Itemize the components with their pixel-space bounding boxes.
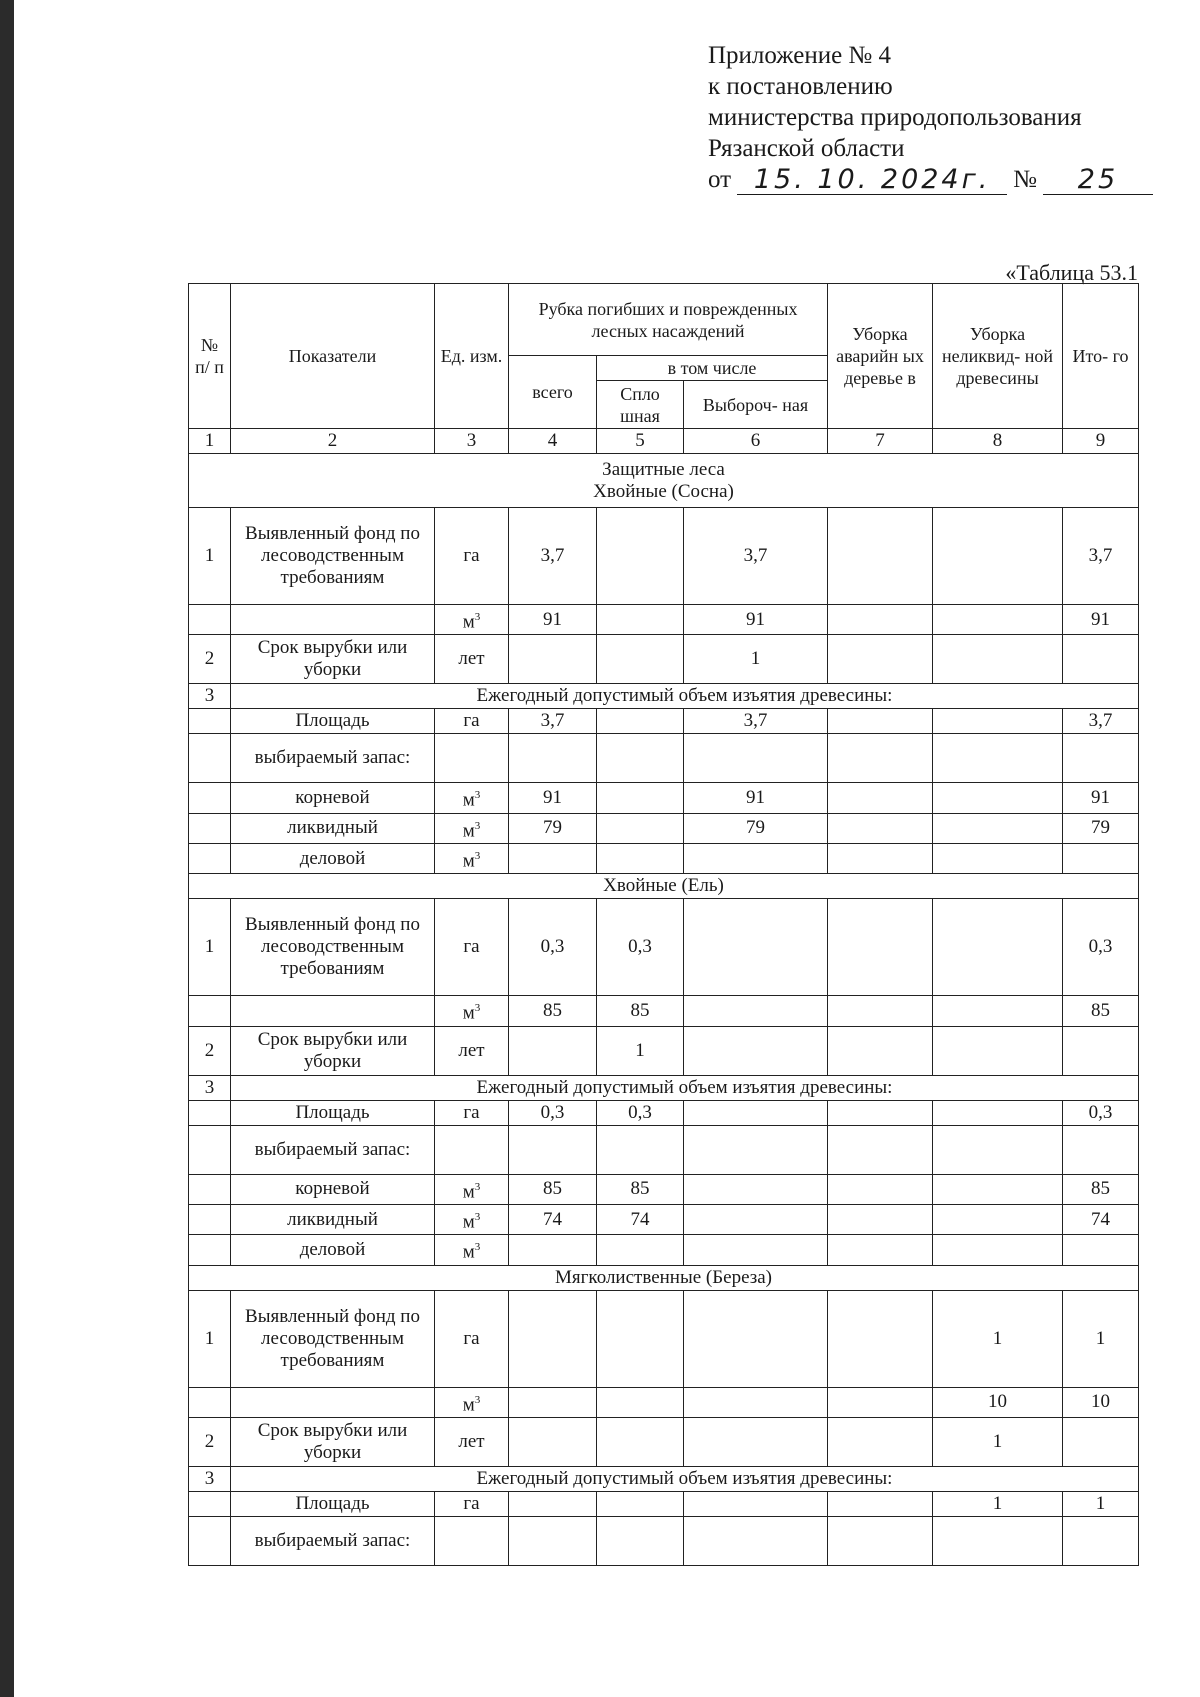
from-label: от <box>708 166 732 193</box>
cell-illiquid <box>933 813 1063 843</box>
col-unit-header: Ед. изм. <box>435 284 509 429</box>
table-row-stock <box>189 1125 1139 1174</box>
row-number: 1 <box>189 1290 231 1387</box>
table-row-area <box>189 1100 1139 1125</box>
cell-selective <box>684 1174 828 1204</box>
table-row-fund <box>189 899 1139 996</box>
table-row-fund-volume <box>189 605 1139 635</box>
column-index-row <box>189 429 1139 454</box>
cell-illiquid <box>933 709 1063 734</box>
cell-total: 3,7 <box>509 709 597 734</box>
row-number: 2 <box>189 635 231 684</box>
cell-emergency <box>828 1026 933 1075</box>
cell-sum: 0,3 <box>1063 1100 1139 1125</box>
cell-clear: 1 <box>597 1026 684 1075</box>
cell-total: 91 <box>509 605 597 635</box>
col-clear-header: Спло шная <box>597 381 684 429</box>
row-unit: $м^3$ <box>435 1204 509 1234</box>
row-unit: га <box>435 1491 509 1516</box>
cell-emergency <box>828 508 933 605</box>
table-row-business <box>189 1235 1139 1265</box>
cell-clear <box>597 605 684 635</box>
cell-emergency <box>828 899 933 996</box>
row-unit: $м^3$ <box>435 605 509 635</box>
forest-felling-table <box>188 283 1139 1566</box>
cell-total <box>509 1491 597 1516</box>
table-row-root <box>189 1174 1139 1204</box>
cell-selective: 91 <box>684 605 828 635</box>
cell-selective <box>684 1235 828 1265</box>
cell-illiquid <box>933 899 1063 996</box>
cell-illiquid: 1 <box>933 1417 1063 1466</box>
appendix-line-2: к постановлению <box>708 73 893 100</box>
col-sum-header: Ито- го <box>1063 284 1139 429</box>
row-label: выбираемый запас: <box>231 1516 435 1565</box>
col-including-header: в том числе <box>597 356 828 381</box>
column-index: 9 <box>1063 429 1139 454</box>
handwritten-date: 15. 10. 2024г. <box>737 165 1007 195</box>
section-heading-row <box>189 874 1139 899</box>
table-row-area <box>189 1491 1139 1516</box>
cell-illiquid <box>933 843 1063 873</box>
cell-illiquid <box>933 635 1063 684</box>
column-index: 1 <box>189 429 231 454</box>
row-unit: лет <box>435 635 509 684</box>
row-unit: га <box>435 1290 509 1387</box>
row-unit: $м^3$ <box>435 1174 509 1204</box>
row-label: Срок вырубки или уборки <box>231 1026 435 1075</box>
cell-emergency <box>828 843 933 873</box>
row-label: деловой <box>231 843 435 873</box>
row-unit: лет <box>435 1026 509 1075</box>
cell-selective <box>684 1290 828 1387</box>
cell-sum: 79 <box>1063 813 1139 843</box>
handwritten-number: 25 <box>1043 165 1153 195</box>
row-label: ликвидный <box>231 1204 435 1234</box>
row-label: Выявленный фонд по лесоводственным требованиям <box>231 508 435 605</box>
cell-illiquid <box>933 605 1063 635</box>
cell-emergency <box>828 635 933 684</box>
cell-sum: 3,7 <box>1063 508 1139 605</box>
cell-selective <box>684 1204 828 1234</box>
table-row-term <box>189 1417 1139 1466</box>
cell-total: 85 <box>509 1174 597 1204</box>
cell-illiquid: 1 <box>933 1290 1063 1387</box>
cell-illiquid <box>933 996 1063 1026</box>
cell-illiquid <box>933 1174 1063 1204</box>
cell-sum: 85 <box>1063 1174 1139 1204</box>
col-num-header: № п/ п <box>189 284 231 429</box>
col-total-header: всего <box>509 356 597 429</box>
cell-total <box>509 1026 597 1075</box>
cell-selective <box>684 1100 828 1125</box>
column-index: 2 <box>231 429 435 454</box>
annual-volume-heading: Ежегодный допустимый объем изъятия древесины: <box>231 684 1139 709</box>
cell-total: 3,7 <box>509 508 597 605</box>
table-row-annual-volume <box>189 1075 1139 1100</box>
row-label: корневой <box>231 783 435 813</box>
cell-total <box>509 1387 597 1417</box>
row-unit: га <box>435 508 509 605</box>
row-unit: $м^3$ <box>435 1387 509 1417</box>
table-row-term <box>189 635 1139 684</box>
cell-selective <box>684 1491 828 1516</box>
row-label: выбираемый запас: <box>231 734 435 783</box>
cell-selective: 3,7 <box>684 709 828 734</box>
cell-selective: 91 <box>684 783 828 813</box>
table-row-fund <box>189 1290 1139 1387</box>
cell-illiquid: 10 <box>933 1387 1063 1417</box>
row-unit: $м^3$ <box>435 843 509 873</box>
cell-clear <box>597 709 684 734</box>
row-unit: лет <box>435 1417 509 1466</box>
cell-sum <box>1063 635 1139 684</box>
cell-total <box>509 1417 597 1466</box>
cell-illiquid <box>933 508 1063 605</box>
section-subtitle: Хвойные (Ель) <box>189 874 1139 899</box>
col-selective-header: Выбороч- ная <box>684 381 828 429</box>
table-row-business <box>189 843 1139 873</box>
order-date-line <box>708 164 1153 195</box>
cell-clear: 74 <box>597 1204 684 1234</box>
cell-sum <box>1063 1235 1139 1265</box>
row-label: Площадь <box>231 709 435 734</box>
row-unit: га <box>435 709 509 734</box>
cell-sum: 1 <box>1063 1491 1139 1516</box>
cell-emergency <box>828 709 933 734</box>
cell-clear <box>597 813 684 843</box>
column-index: 8 <box>933 429 1063 454</box>
cell-illiquid <box>933 1204 1063 1234</box>
row-label: Площадь <box>231 1491 435 1516</box>
cell-total: 74 <box>509 1204 597 1234</box>
row-label: Выявленный фонд по лесоводственным требованиям <box>231 899 435 996</box>
column-index: 5 <box>597 429 684 454</box>
cell-total: 79 <box>509 813 597 843</box>
table-row-annual-volume <box>189 1466 1139 1491</box>
row-label: Площадь <box>231 1100 435 1125</box>
row-label: Выявленный фонд по лесоводственным требованиям <box>231 1290 435 1387</box>
cell-sum <box>1063 843 1139 873</box>
cell-total: 0,3 <box>509 899 597 996</box>
row-number: 3 <box>189 1075 231 1100</box>
cell-illiquid <box>933 783 1063 813</box>
cell-clear: 85 <box>597 996 684 1026</box>
cell-emergency <box>828 1204 933 1234</box>
cell-emergency <box>828 1387 933 1417</box>
cell-emergency <box>828 605 933 635</box>
cell-total: 0,3 <box>509 1100 597 1125</box>
col-indicators-header: Показатели <box>231 284 435 429</box>
table-row-stock <box>189 1516 1139 1565</box>
appendix-title: Приложение № 4 <box>708 42 892 69</box>
cell-emergency <box>828 1100 933 1125</box>
appendix-line-3: министерства природопользования <box>708 104 1082 131</box>
cell-sum <box>1063 1026 1139 1075</box>
cell-illiquid <box>933 1100 1063 1125</box>
column-index: 7 <box>828 429 933 454</box>
cell-clear: 0,3 <box>597 899 684 996</box>
row-unit: га <box>435 1100 509 1125</box>
cell-total <box>509 635 597 684</box>
cell-emergency <box>828 813 933 843</box>
col-emergency-header: Уборка аварийн ых деревье в <box>828 284 933 429</box>
cell-selective <box>684 899 828 996</box>
cell-total: 85 <box>509 996 597 1026</box>
cell-sum: 1 <box>1063 1290 1139 1387</box>
appendix-line-4: Рязанской области <box>708 135 905 162</box>
cell-sum: 85 <box>1063 996 1139 1026</box>
table-row-stock <box>189 734 1139 783</box>
cell-illiquid: 1 <box>933 1491 1063 1516</box>
cell-clear <box>597 1290 684 1387</box>
row-number: 2 <box>189 1026 231 1075</box>
cell-emergency <box>828 1417 933 1466</box>
cell-clear <box>597 1235 684 1265</box>
cell-clear <box>597 1417 684 1466</box>
section-subtitle: Хвойные (Сосна) <box>593 480 734 502</box>
table-row-fund <box>189 508 1139 605</box>
col-felling-group-header: Рубка погибших и поврежденных лесных насаждений <box>509 284 828 356</box>
annual-volume-heading: Ежегодный допустимый объем изъятия древесины: <box>231 1075 1139 1100</box>
section-heading-row <box>189 1265 1139 1290</box>
column-index: 3 <box>435 429 509 454</box>
cell-selective <box>684 1417 828 1466</box>
cell-selective <box>684 996 828 1026</box>
row-unit: га <box>435 899 509 996</box>
cell-clear <box>597 508 684 605</box>
cell-total <box>509 843 597 873</box>
table-caption: «Таблица 53.1 <box>1005 260 1138 285</box>
cell-sum: 91 <box>1063 605 1139 635</box>
section-subtitle: Мягколиственные (Береза) <box>189 1265 1139 1290</box>
header-row-1 <box>189 284 1139 356</box>
cell-selective: 3,7 <box>684 508 828 605</box>
cell-illiquid <box>933 1026 1063 1075</box>
appendix-header <box>708 40 1153 195</box>
cell-emergency <box>828 783 933 813</box>
cell-emergency <box>828 1174 933 1204</box>
cell-emergency <box>828 1235 933 1265</box>
cell-sum: 91 <box>1063 783 1139 813</box>
cell-selective: 1 <box>684 635 828 684</box>
cell-clear <box>597 783 684 813</box>
row-unit: $м^3$ <box>435 813 509 843</box>
row-label: выбираемый запас: <box>231 1125 435 1174</box>
cell-selective <box>684 1387 828 1417</box>
table-row-term <box>189 1026 1139 1075</box>
cell-clear <box>597 1491 684 1516</box>
cell-selective <box>684 843 828 873</box>
number-label: № <box>1013 166 1037 193</box>
cell-selective: 79 <box>684 813 828 843</box>
column-index: 4 <box>509 429 597 454</box>
table-row-annual-volume <box>189 684 1139 709</box>
table-row-liquid <box>189 813 1139 843</box>
binding-edge-line <box>0 0 14 1697</box>
row-number: 3 <box>189 1466 231 1491</box>
row-unit: $м^3$ <box>435 996 509 1026</box>
cell-clear <box>597 843 684 873</box>
row-label: Срок вырубки или уборки <box>231 1417 435 1466</box>
row-label: корневой <box>231 1174 435 1204</box>
cell-clear <box>597 635 684 684</box>
section-heading-row <box>189 454 1139 508</box>
cell-illiquid <box>933 1235 1063 1265</box>
cell-selective <box>684 1026 828 1075</box>
table-row-fund-volume <box>189 996 1139 1026</box>
row-number: 1 <box>189 899 231 996</box>
row-label: ликвидный <box>231 813 435 843</box>
row-number: 2 <box>189 1417 231 1466</box>
table-row-area <box>189 709 1139 734</box>
cell-emergency <box>828 1491 933 1516</box>
row-number: 1 <box>189 508 231 605</box>
table-row-liquid <box>189 1204 1139 1234</box>
cell-sum <box>1063 1417 1139 1466</box>
cell-emergency <box>828 996 933 1026</box>
row-number: 3 <box>189 684 231 709</box>
cell-total: 91 <box>509 783 597 813</box>
section-title: Защитные леса <box>602 458 725 480</box>
row-label: Срок вырубки или уборки <box>231 635 435 684</box>
row-unit: $м^3$ <box>435 783 509 813</box>
cell-clear: 85 <box>597 1174 684 1204</box>
col-illiquid-header: Уборка неликвид- ной древесины <box>933 284 1063 429</box>
annual-volume-heading: Ежегодный допустимый объем изъятия древесины: <box>231 1466 1139 1491</box>
cell-total <box>509 1235 597 1265</box>
cell-sum: 74 <box>1063 1204 1139 1234</box>
cell-total <box>509 1290 597 1387</box>
table-row-fund-volume <box>189 1387 1139 1417</box>
column-index: 6 <box>684 429 828 454</box>
row-unit: $м^3$ <box>435 1235 509 1265</box>
cell-sum: 0,3 <box>1063 899 1139 996</box>
cell-sum: 3,7 <box>1063 709 1139 734</box>
cell-clear: 0,3 <box>597 1100 684 1125</box>
table-row-root <box>189 783 1139 813</box>
cell-clear <box>597 1387 684 1417</box>
cell-sum: 10 <box>1063 1387 1139 1417</box>
cell-emergency <box>828 1290 933 1387</box>
row-label: деловой <box>231 1235 435 1265</box>
